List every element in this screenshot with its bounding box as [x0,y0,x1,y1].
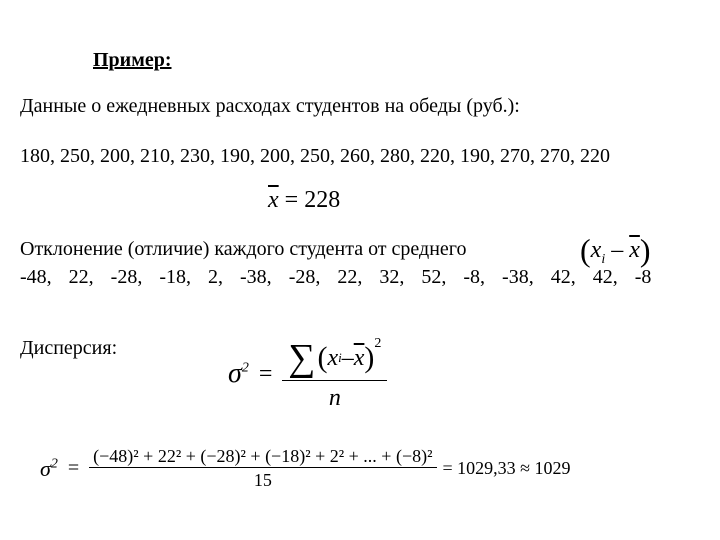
calc-numerator: (−48)² + 22² + (−28)² + (−18)² + 2² + ... + (−8)² [93,446,433,466]
variance-denominator: n [328,385,341,411]
description-text: Данные о ежедневных расходах студентов на обеды (руб.): [20,95,520,117]
sum-symbol: ∑ [288,337,316,379]
dispersion-label: Дисперсия: [20,337,118,359]
example-title: Пример: [93,49,172,71]
mean-symbol: $\overline{x}$ [268,187,279,213]
variance-numerator: ∑ ( x i – $\overline{x}$ ) $^2$ [288,336,382,379]
mean-value: = 228 [284,187,341,213]
deviation-item: 42, [550,266,576,288]
deviation-values [20,265,661,289]
variance-calculation: $\sigma^2$ = $\frac{\text{(−48)² + 22² + (−28)² + (−18)² + 2² + ... + (−8)²}}{15}$ = 1029,33 ≈ 1029 [40,446,571,490]
mean-formula [268,186,340,214]
deviation-item: -8 [634,266,652,288]
deviation-item: -48, [20,266,52,288]
deviation-item: 22, [337,266,363,288]
fraction-bar [282,380,387,381]
variance-fraction [282,336,387,412]
deviation-item: -28, [110,266,143,288]
calc-fraction [89,446,436,491]
deviation-item: 32, [379,266,405,288]
fraction-bar [89,467,436,468]
deviation-item: 2, [208,266,224,288]
deviation-item: 22, [68,266,94,288]
deviation-label: Отклонение (отличие) каждого студента от среднего [20,238,467,260]
deviation-item: 42, [592,266,618,288]
deviation-item: -28, [288,266,321,288]
deviation-item: -38, [240,266,272,288]
sigma-symbol: $\sigma^2$ [228,358,249,389]
sigma-symbol: $\sigma^2$ [40,455,58,481]
deviation-item: 52, [421,266,447,288]
variance-formula: $\sigma^2$ = ∑ ( x i – $\overline{x}$ ) $^2$ n [228,336,387,412]
deviation-item: -8, [463,266,486,288]
deviation-item: -18, [159,266,192,288]
deviation-formula: $(x_i - \overline{x})$ [580,232,651,268]
deviation-item: -38, [502,266,534,288]
calc-denominator: 15 [253,470,272,490]
expenses-values: 180, 250, 200, 210, 230, 190, 200, 250, 260, 280, 220, 190, 270, 270, 220 [20,145,610,167]
calc-result: = 1029,33 ≈ 1029 [442,458,571,478]
